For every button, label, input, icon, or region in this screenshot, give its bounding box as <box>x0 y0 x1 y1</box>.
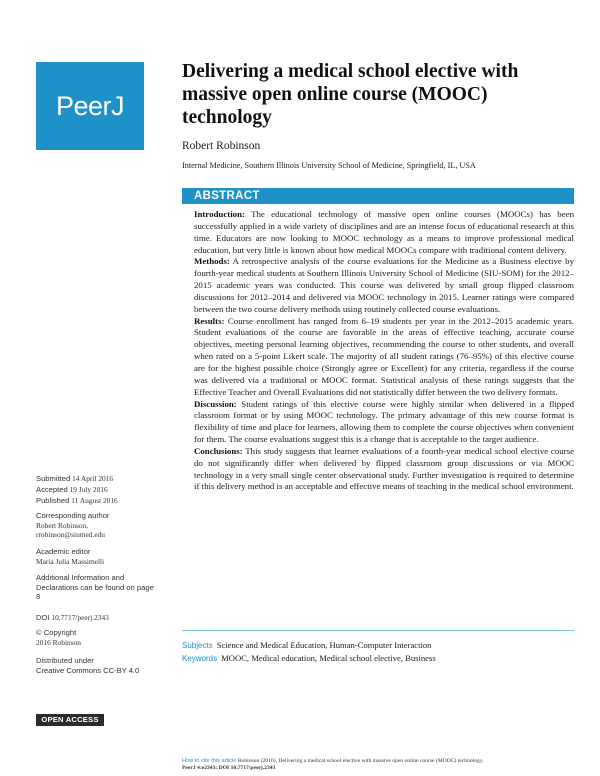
peerj-logo <box>36 62 144 150</box>
section-label: Methods: <box>194 256 230 267</box>
cite-ref: PeerJ 4:e2343; DOI 10.7717/peerj.2343 <box>182 765 276 772</box>
editor-label: Academic editor <box>36 547 91 556</box>
copyright-line <box>36 628 166 638</box>
submitted-value: 14 April 2016 <box>72 474 114 483</box>
accepted-date <box>36 485 166 495</box>
corresponding-author <box>36 511 166 540</box>
section-text: Course enrollment has ranged from 6–19 students per year in the 2012–2015 academic years. Student evaluations of the course are favorable in the areas of effective teaching, accurate course objectives, meeting personal learning objectives, recommending the course to other students, and overall when rated on a 5-point Likert scale. The majority of all student ratings (76–95%) of this elective course are for the highest possible choice (Strongly agree or Excellent) for any criteria, regardless if the course was delivered via a traditional or MOOC format. Statistical analysis of these ratings suggests that the Effective Teacher and Overall Evaluations did not statistically differ between the two delivery formats. <box>194 315 574 397</box>
logo-text: PeerJ <box>55 90 125 121</box>
subjects-line <box>182 640 431 651</box>
abstract-body <box>194 209 574 493</box>
license-value[interactable]: Creative Commons CC-BY 4.0 <box>36 665 140 675</box>
article-title: Delivering a medical school elective with massive open online course (MOOC) technology <box>182 61 519 128</box>
how-to-cite <box>182 758 582 773</box>
section-text: A retrospective analysis of the course evaluations for the Medicine as a Business elective by fourth-year medical students at Southern Illinois University School of Medicine (SIU-SOM) for the 2012–2015 academic years was conducted. This course was delivered by small group flipped classroom discussions for 2012–2014 and delivered via MOOC technology in 2015. Learner ratings were compared between the two course delivery methods using routinely collected course evaluations. <box>194 256 574 314</box>
section-label: Conclusions: <box>194 445 243 456</box>
published-date <box>36 496 166 506</box>
subjects-label: Subjects <box>182 641 213 650</box>
license-label: Distributed under <box>36 656 94 665</box>
section-text: This study suggests that learner evaluations of a fourth-year medical school elective course do not significantly differ when delivered by flipped classroom group discussions or via MOOC technology in a very small single center observational study. Further investigation is required to determine if this delivery method is an acceptable and effective means of teaching in the medical school environment. <box>194 445 574 492</box>
keywords-label: Keywords <box>182 654 218 663</box>
subjects-value: Science and Medical Education, Human-Computer Interaction <box>216 640 432 650</box>
abstract-methods <box>194 256 574 315</box>
academic-editor <box>36 547 166 566</box>
corresponding-label: Corresponding author <box>36 511 110 520</box>
abstract-heading: ABSTRACT <box>182 188 574 204</box>
additional-information[interactable] <box>36 573 156 602</box>
section-text: Student ratings of this elective course were highly similar when delivered in a flipped classroom format or by using MOOC technology. The primary advantage of this new course format is flexibility of time and place for learners, allowing them to complete the course objectives when convenient for them. The course evaluations suggest this is a change that is acceptable to the target audience. <box>194 398 574 445</box>
editor-name: Maria Julia Massimelli <box>36 556 105 566</box>
section-label: Results: <box>194 315 225 326</box>
keywords-value: MOOC, Medical education, Medical school elective, Business <box>221 653 436 663</box>
cite-label: How to cite this article <box>182 758 237 764</box>
abstract-discussion <box>194 399 574 446</box>
cite-text: Robinson (2016), Delivering a medical school elective with massive open online course (MOOC) technology. <box>237 758 484 764</box>
section-label: Introduction: <box>194 209 245 219</box>
submitted-date <box>36 474 166 484</box>
accepted-value: 19 July 2016 <box>69 485 108 494</box>
published-value: 11 August 2016 <box>71 496 118 505</box>
corresponding-name: Robert Robinson, <box>36 520 89 530</box>
copyright <box>36 628 166 647</box>
accepted-label: Accepted <box>36 485 68 494</box>
additional-info-text: Additional Information and Declarations can be found on page 8 <box>36 573 154 602</box>
copyright-label: Copyright <box>43 628 77 637</box>
author-affiliation: Internal Medicine, Southern Illinois University School of Medicine, Springfield, IL, USA <box>182 161 476 170</box>
keywords-line <box>182 653 436 664</box>
author-name: Robert Robinson <box>182 140 261 152</box>
doi-label: DOI <box>36 613 50 622</box>
license <box>36 656 166 675</box>
abstract-conclusions <box>194 446 574 493</box>
copyright-holder: 2016 Robinson <box>36 637 81 647</box>
doi[interactable] <box>36 613 166 623</box>
copyright-icon: © <box>36 628 42 637</box>
corresponding-email[interactable]: rrobinson@siumed.edu <box>36 530 106 540</box>
abstract-introduction <box>194 209 574 256</box>
doi-value: 10.7717/peerj.2343 <box>51 613 109 622</box>
section-label: Discussion: <box>194 398 237 409</box>
open-access-badge: OPEN ACCESS <box>36 714 104 726</box>
submitted-label: Submitted <box>36 474 71 483</box>
abstract-results <box>194 316 574 399</box>
published-label: Published <box>36 496 70 505</box>
section-text: The educational technology of massive open online courses (MOOCs) has been successfully applied in a wide variety of disciplines and are an intense focus of educational research at this time. Educators are now looking to MOOC technology as a means to improve professional medical education, but very little is known about how medical MOOCs compare with traditional content delivery. <box>194 209 574 255</box>
keywords-divider <box>182 630 574 631</box>
